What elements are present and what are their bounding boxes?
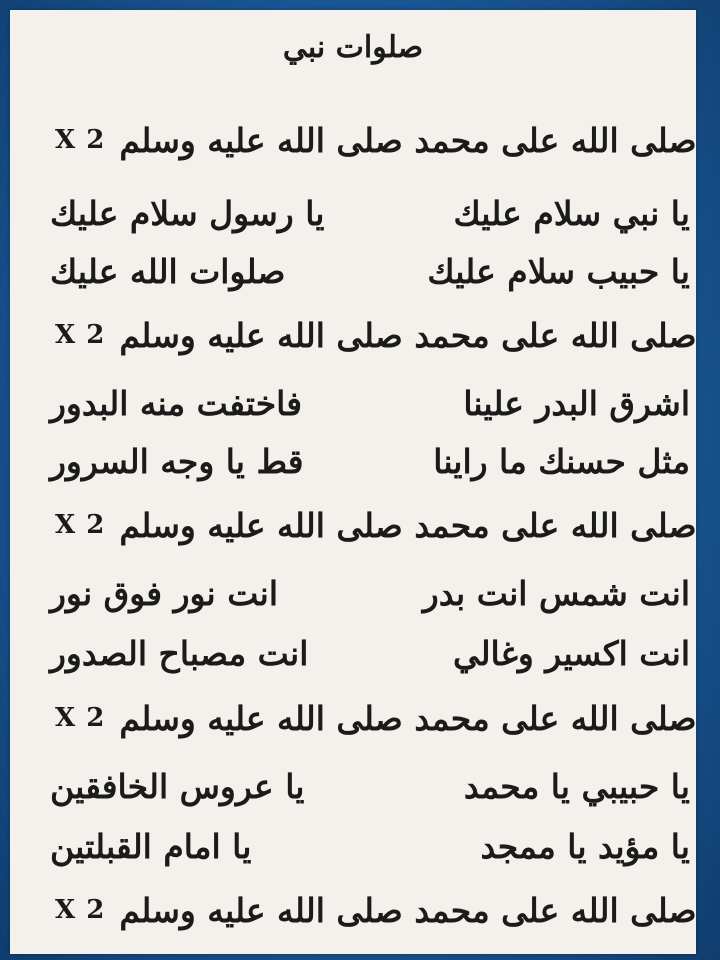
refrain-line (55, 495, 695, 555)
verse-left-hemistich: يا رسول سلام عليك (50, 193, 325, 233)
refrain-text: صلى الله على محمد صلى الله عليه وسلم (119, 120, 697, 160)
refrain-line (55, 110, 695, 170)
verse-line (50, 625, 690, 681)
page-title: صلوات نبي (282, 30, 424, 65)
verse-line (50, 433, 690, 489)
refrain-line (55, 688, 695, 748)
verse-right-hemistich: يا حبيب سلام عليك (427, 251, 690, 291)
lyrics-page (10, 10, 696, 954)
verse-right-hemistich: يا نبي سلام عليك (453, 193, 690, 233)
verse-right-hemistich: مثل حسنك ما راينا (433, 441, 690, 481)
refrain-text: صلى الله على محمد صلى الله عليه وسلم (119, 698, 697, 738)
verse-line (50, 758, 690, 814)
verse-left-hemistich: انت مصباح الصدور (50, 633, 309, 673)
verse-right-hemistich: اشرق البدر علينا (463, 383, 690, 423)
refrain-text: صلى الله على محمد صلى الله عليه وسلم (119, 890, 697, 930)
repeat-marker: X 2 (55, 895, 106, 925)
verse-left-hemistich: صلوات الله عليك (50, 251, 286, 291)
refrain-line (55, 880, 695, 940)
verse-right-hemistich: يا حبيبي يا محمد (463, 766, 690, 806)
verse-line (50, 375, 690, 431)
verse-line (50, 818, 690, 874)
repeat-marker: X 2 (55, 510, 106, 540)
verse-left-hemistich: فاختفت منه البدور (50, 383, 302, 423)
verse-left-hemistich: يا عروس الخافقين (50, 766, 305, 806)
refrain-text: صلى الله على محمد صلى الله عليه وسلم (119, 315, 697, 355)
verse-left-hemistich: قط يا وجه السرور (50, 441, 304, 481)
verse-left-hemistich: يا امام القبلتين (50, 826, 252, 866)
repeat-marker: X 2 (55, 703, 106, 733)
refrain-line (55, 305, 695, 365)
verse-line (50, 243, 690, 299)
verse-right-hemistich: انت شمس انت بدر (422, 573, 690, 613)
verse-left-hemistich: انت نور فوق نور (50, 573, 278, 613)
refrain-text: صلى الله على محمد صلى الله عليه وسلم (119, 505, 697, 545)
repeat-marker: X 2 (55, 125, 106, 155)
repeat-marker: X 2 (55, 320, 106, 350)
verse-line (50, 185, 690, 241)
verse-line (50, 565, 690, 621)
verse-right-hemistich: انت اكسير وغالي (452, 633, 690, 673)
verse-right-hemistich: يا مؤيد يا ممجد (480, 826, 690, 866)
